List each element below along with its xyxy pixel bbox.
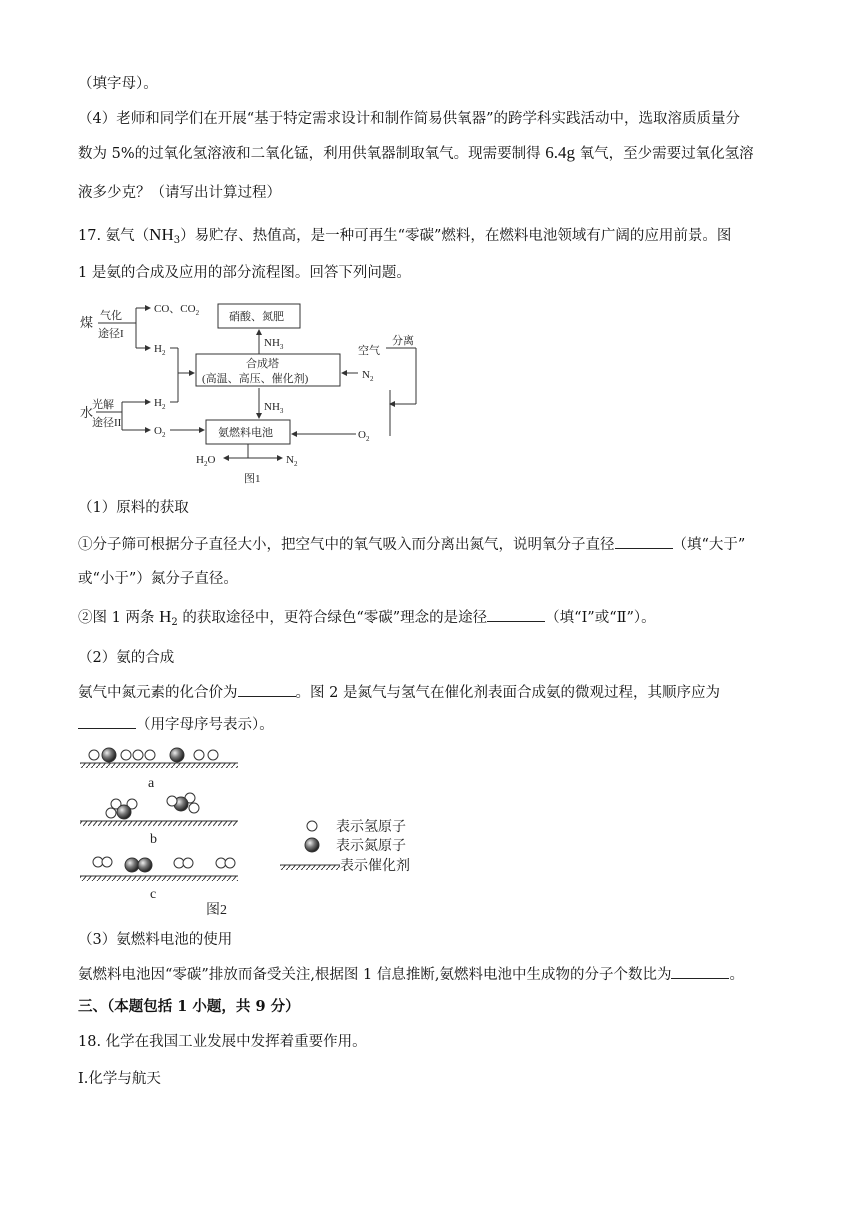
part1-title: （1）原料的获取 <box>78 500 189 516</box>
q17-text: 氨燃料电池因“零碳”排放而备受关注,根据图 1 信息推断,氨燃料电池中生成物的分子个数比为 <box>78 967 672 983</box>
q17-text: 。图 2 是氮气与氢气在催化剂表面合成氨的微观过程，其顺序应为 <box>295 685 720 701</box>
tower-conditions: (高温、高压、催化剂) <box>202 373 309 385</box>
h2-formula: H <box>159 607 172 626</box>
q17-intro-line2: 1 是氨的合成及应用的部分流程图。回答下列问题。 <box>78 265 411 281</box>
fuel-cell-label: 氨燃料电池 <box>218 427 273 439</box>
coal-label: 煤 <box>80 315 94 330</box>
figure-2-micro-process <box>78 742 428 920</box>
section-3-heading: 三、（本题包括 1 小题，共 9 分） <box>78 998 300 1015</box>
q16-4-line1: （4）老师和同学们在开展“基于特定需求设计和制作简易供氧器”的跨学科实践活动中，选取溶质质量分 <box>78 111 741 127</box>
q17-text: ）易贮存、热值高，是一种可再生“零碳”燃料，在燃料电池领域有广阔的应用前景。图 <box>180 228 732 244</box>
separate-label: 分离 <box>392 335 414 347</box>
part2-q1-line2 <box>78 714 274 735</box>
answer-blank[interactable] <box>238 682 296 697</box>
figure-1-caption: 图1 <box>244 473 261 485</box>
part2-q1-line1 <box>78 682 720 703</box>
co-co2-label: CO、$CO_2$ <box>154 303 200 317</box>
q17-text: 的获取途径中，更符合绿色“零碳”理念的是途径 <box>182 610 488 626</box>
q16-4-line2 <box>78 143 754 164</box>
answer-blank[interactable] <box>78 714 136 729</box>
water-label: 水 <box>80 405 94 420</box>
o2-left-label: $O_2$ <box>154 425 166 439</box>
q17-text: ①分子筛可根据分子直径大小，把空气中的氧气吸入而分离出氮气，说明氧分子直径 <box>78 537 615 553</box>
gasify-label: 气化 <box>100 310 122 322</box>
part3-title: （3）氨燃料电池的使用 <box>78 932 233 948</box>
q17-text: 氨气中氮元素的化合价为 <box>78 685 238 701</box>
figure-1-flowchart <box>78 296 428 488</box>
q18-part1-title: Ⅰ.化学与航天 <box>78 1071 161 1087</box>
nh3-formula: NH <box>149 225 174 244</box>
q17-text: 17. 氨气（ <box>78 228 150 244</box>
air-label: 空气 <box>358 345 380 357</box>
n2-label: $N_2$ <box>362 369 374 383</box>
q16-tail: （填字母）。 <box>78 76 158 92</box>
h2-subscript: 2 <box>171 617 178 628</box>
route2-label: 途径II <box>92 417 122 429</box>
legend-hydrogen: 表示氢原子 <box>336 820 406 835</box>
answer-blank[interactable] <box>487 607 545 622</box>
h2o-label: $H_2O$ <box>196 454 216 468</box>
figure-2-label-b: b <box>150 832 157 847</box>
q16-4-text: 氧气，至少需要过氧化氢溶 <box>579 146 754 162</box>
q17-text: （填“大于” <box>672 537 746 553</box>
q17-text: （用字母序号表示）。 <box>136 717 274 733</box>
answer-blank[interactable] <box>615 534 673 549</box>
q17-text: ②图 1 两条 <box>78 610 155 626</box>
nh3-down-label: $NH_3$ <box>264 401 284 415</box>
nh3-subscript: 3 <box>173 235 181 246</box>
q16-4-line3: 液多少克？（请写出计算过程） <box>78 185 281 201</box>
h2-bottom-label: $H_2$ <box>154 397 166 411</box>
q17-intro-line1 <box>78 225 731 248</box>
figure-2-caption: 图2 <box>206 903 227 918</box>
tower-title: 合成塔 <box>246 358 279 370</box>
answer-blank[interactable] <box>671 964 729 979</box>
part1-q2 <box>78 607 656 630</box>
part2-title: （2）氨的合成 <box>78 650 175 666</box>
q16-4-text: 数为 5%的过氧化氢溶液和二氧化锰，利用供氧器制取氧气。现需要制得 <box>78 146 541 162</box>
part3-q1 <box>78 964 744 985</box>
h2-top-label: $H_2$ <box>154 343 166 357</box>
photolysis-label: 光解 <box>92 399 114 411</box>
n2-out-label: $N_2$ <box>286 454 298 468</box>
o2-right-label: $O_2$ <box>358 429 370 443</box>
figure-2-label-c: c <box>150 887 157 902</box>
part1-q1-line1 <box>78 534 745 555</box>
q17-text: （填“I”或“Ⅱ”）。 <box>545 610 656 626</box>
figure-2-label-a: a <box>148 776 155 791</box>
nh3-up-label: $NH_3$ <box>264 337 284 351</box>
oxygen-mass: 6.4g <box>545 143 575 162</box>
legend-nitrogen: 表示氮原子 <box>336 839 406 854</box>
q17-text: 。 <box>729 967 744 983</box>
route1-label: 途径I <box>98 328 124 340</box>
part1-q1-line2: 或“小于”）氮分子直径。 <box>78 571 238 587</box>
q18-intro: 18. 化学在我国工业发展中发挥着重要作用。 <box>78 1034 367 1050</box>
product-box-label: 硝酸、氮肥 <box>229 311 284 323</box>
legend-catalyst: 表示催化剂 <box>340 859 410 874</box>
